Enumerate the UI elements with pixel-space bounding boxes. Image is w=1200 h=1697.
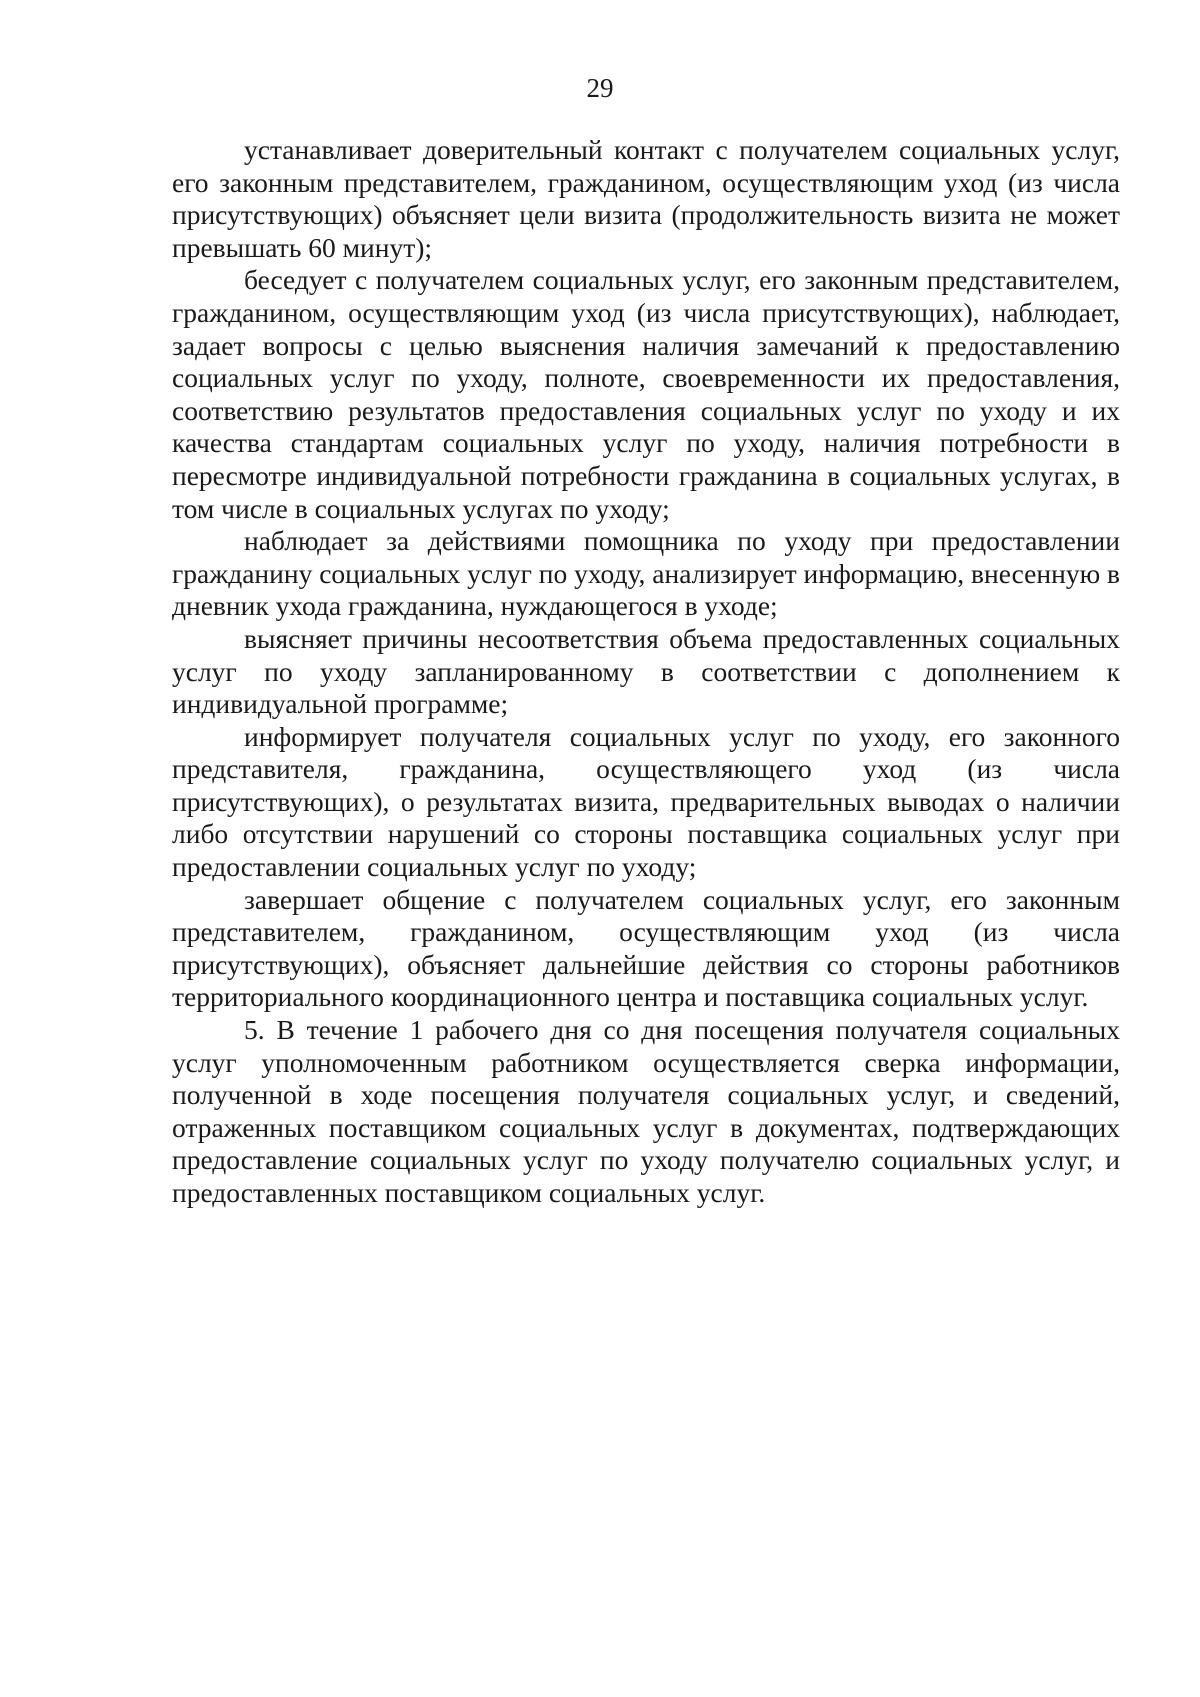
page-number: 29 (586, 73, 614, 103)
paragraph-informs-recipient: информирует получателя социальных услуг по уходу, его законного представителя, гражданина, осуществляющего уход (из числа присутствующих), о результатах визита, предварительных выводах о наличии либо отсутствии нарушений со стороны поставщика социальных услуг при предоставлении социальных услуг по уходу; (172, 720, 1120, 883)
paragraph-establishes-contact: устанавливает доверительный контакт с получателем социальных услуг, его законным представителем, гражданином, осуществляющим уход (из числа присутствующих) объясняет цели визита (продолжительность визита не может превышать 60 минут); (172, 134, 1120, 263)
paragraph-clarifies-reasons: выясняет причины несоответствия объема предоставленных социальных услуг по уходу запланированному в соответствии с дополнением к индивидуальной программе; (172, 622, 1120, 720)
paragraph-conversation: беседует с получателем социальных услуг, его законным представителем, гражданином, осуществляющим уход (из числа присутствующих), наблюдает, задает вопросы с целью выяснения наличия замечаний к предоставлению социальных услуг по уходу, полноте, своевременности их предоставления, соответствию результатов предоставления социальных услуг по уходу и их качества стандартам социальных услуг по уходу, наличия потребности в пересмотре индивидуальной потребности гражданина в социальных услугах, в том числе в социальных услугах по уходу; (172, 264, 1120, 524)
paragraph-completes-communication: завершает общение с получателем социальных услуг, его законным представителем, гражданином, осуществляющим уход (из числа присутствующих), объясняет дальнейшие действия со стороны работников территориального координационного центра и поставщика социальных услуг. (172, 883, 1120, 1013)
document-body (172, 134, 1120, 1210)
paragraph-observes-assistant: наблюдает за действиями помощника по уходу при предоставлении гражданину социальных услуг по уходу, анализирует информацию, внесенную в дневник ухода гражданина, нуждающегося в уходе; (172, 525, 1120, 622)
paragraph-item-5-verification: 5. В течение 1 рабочего дня со дня посещения получателя социальных услуг уполномоченным работником осуществляется сверка информации, полученной в ходе посещения получателя социальных услуг, и сведений, отраженных поставщиком социальных услуг в документах, подтверждающих предоставление социальных услуг по уходу получателю социальных услуг, и предоставленных поставщиком социальных услуг. (172, 1014, 1120, 1208)
